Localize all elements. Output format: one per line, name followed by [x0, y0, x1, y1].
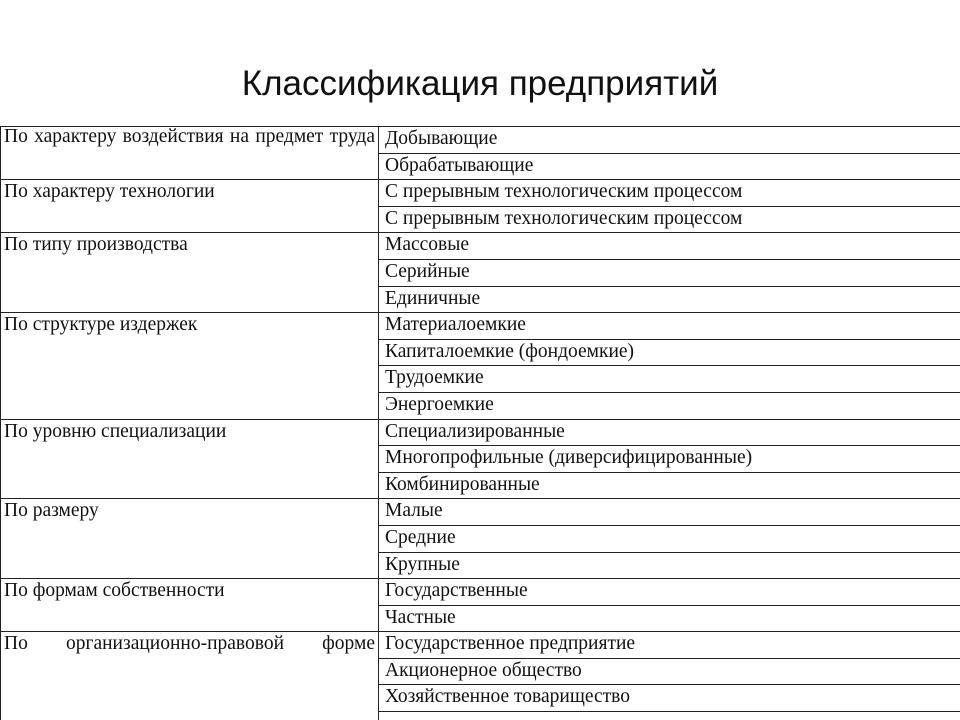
item-cell: Массовые	[379, 233, 960, 260]
category-cell: По уровню специализации	[1, 419, 379, 499]
item-cell	[379, 712, 960, 720]
item-cell: Средние	[379, 525, 960, 552]
item-cell: Частные	[379, 605, 960, 632]
item-cell: Многопрофильные (диверсифицированные)	[379, 446, 960, 473]
category-cell: По размеру	[1, 499, 379, 579]
classification-table-wrapper	[0, 126, 960, 720]
item-cell: Специализированные	[379, 419, 960, 446]
item-cell: Серийные	[379, 259, 960, 286]
item-cell: Комбинированные	[379, 472, 960, 499]
item-cell: Крупные	[379, 552, 960, 579]
item-cell: Трудоемкие	[379, 366, 960, 393]
table-row	[1, 313, 960, 340]
item-cell: Энергоемкие	[379, 392, 960, 419]
category-cell: По характеру технологии	[1, 180, 379, 233]
item-cell: Материалоемкие	[379, 313, 960, 340]
table-row	[1, 233, 960, 260]
table-row	[1, 579, 960, 606]
item-cell: Малые	[379, 499, 960, 526]
category-cell: По организационно-правовой форме	[1, 632, 379, 720]
item-cell: Капиталоемкие (фондоемкие)	[379, 339, 960, 366]
item-cell: Единичные	[379, 286, 960, 313]
table-row	[1, 180, 960, 207]
item-cell: Государственные	[379, 579, 960, 606]
category-cell: По структуре издержек	[1, 313, 379, 419]
table-row	[1, 419, 960, 446]
item-cell: С прерывным технологическим процессом	[379, 180, 960, 207]
category-cell: По типу производства	[1, 233, 379, 313]
category-cell: По характеру воздействия на предмет труда	[1, 127, 379, 180]
table-row	[1, 632, 960, 659]
item-cell: Акционерное общество	[379, 658, 960, 685]
item-cell: Обрабатывающие	[379, 153, 960, 180]
item-cell: С прерывным технологическим процессом	[379, 206, 960, 233]
item-cell: Государственное предприятие	[379, 632, 960, 659]
classification-table	[0, 126, 960, 720]
table-row	[1, 499, 960, 526]
item-cell: Добывающие	[379, 127, 960, 154]
item-cell: Хозяйственное товарищество	[379, 685, 960, 712]
category-cell: По формам собственности	[1, 579, 379, 632]
page-title: Классификация предприятий	[241, 64, 719, 103]
table-row	[1, 127, 960, 154]
